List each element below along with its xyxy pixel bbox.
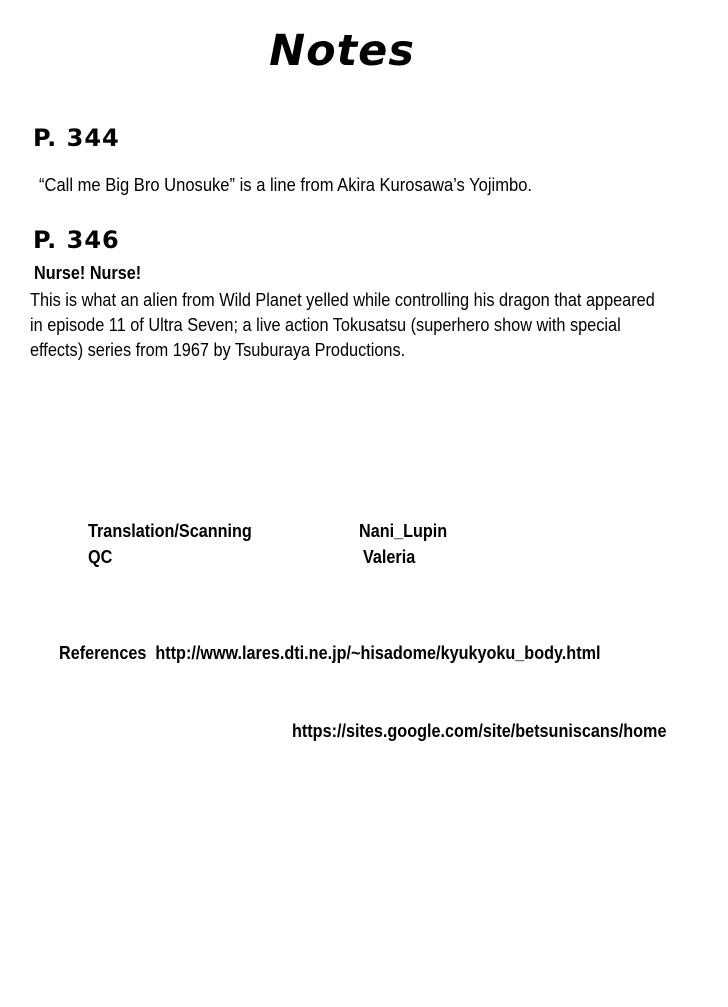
references-line	[59, 641, 601, 665]
references-link[interactable]: http://www.lares.dti.ne.jp/~hisadome/kyukyoku_body.html	[155, 643, 601, 663]
site-link[interactable]: https://sites.google.com/site/betsuniscans/home	[292, 721, 667, 741]
note-subheading: Nurse! Nurse!	[34, 263, 142, 283]
paragraph-line: effects) series from 1967 by Tsuburaya Productions.	[30, 340, 406, 360]
section-heading-p344: P. 344	[33, 124, 120, 152]
paragraph-line: This is what an alien from Wild Planet yelled while controlling his dragon that appeared	[30, 290, 655, 310]
paragraph-line: in episode 11 of Ultra Seven; a live action Tokusatsu (superhero show with special	[30, 315, 621, 335]
credit-name-translation: Nani_Lupin	[359, 521, 448, 541]
note-p344: “Call me Big Bro Unosuke” is a line from Akira Kurosawa’s Yojimbo.	[39, 175, 533, 195]
section-heading-p346: P. 346	[33, 226, 120, 254]
page-title: Notes	[269, 26, 415, 76]
credit-name-qc: Valeria	[363, 547, 416, 567]
references-label: References	[59, 643, 147, 663]
credit-role-qc: QC	[88, 547, 113, 567]
credit-role-translation: Translation/Scanning	[88, 521, 252, 541]
note-p346-paragraph	[30, 288, 713, 363]
